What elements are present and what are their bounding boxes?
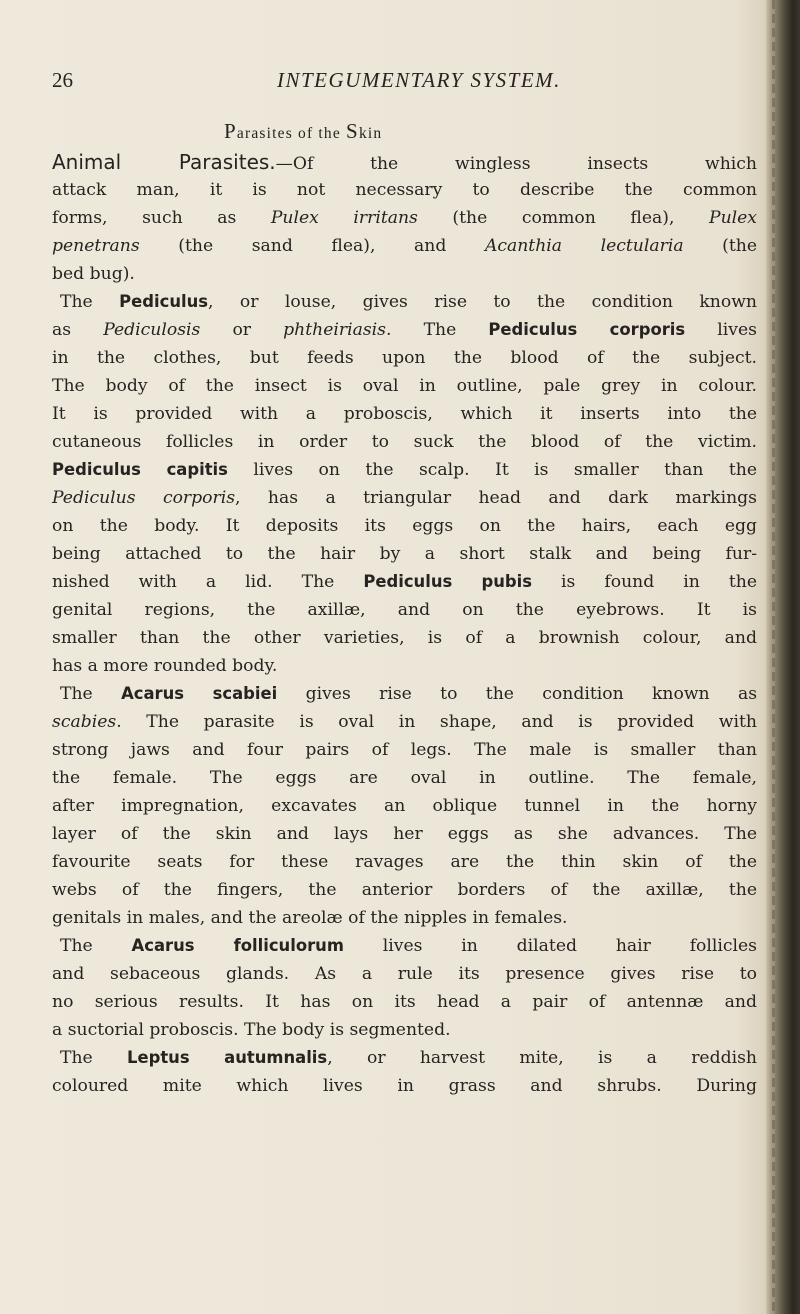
page-number: 26 [52,68,73,92]
running-title: INTEGUMENTARY SYSTEM. [277,68,561,92]
text-line: genital regions, the axillæ, and on the eyebrows. It is [52,600,757,620]
running-head [52,66,760,94]
text-line: strong jaws and four pairs of legs. The male is smaller than [52,740,757,760]
text-line: The Pediculus, or louse, gives rise to the condition known [60,292,758,312]
text-line: Pediculus corporis, has a triangular head and dark markings [52,488,757,508]
text-line: smaller than the other varieties, is of a brownish colour, and [52,628,757,648]
text-line: favourite seats for these ravages are the thin skin of the [52,852,757,872]
text-line: Pediculus capitis lives on the scalp. It is smaller than the [52,460,758,480]
text-line: penetrans (the sand flea), and Acanthia lectularia (the [52,236,758,256]
text-line: nished with a lid. The Pediculus pubis is found in the [52,572,757,592]
text-line: webs of the fingers, the anterior borders of the axillæ, the [52,880,757,900]
body-text [52,148,757,1100]
text-line: genitals in males, and the areolæ of the nipples in females. [52,908,568,928]
text-line: The Acarus scabiei gives rise to the condition known as [60,684,758,704]
text-line: layer of the skin and lays her eggs as she advances. The [52,824,757,844]
text-line: attack man, it is not necessary to describe the common [52,180,757,200]
section-heading: Parasites of the Skin [224,119,383,143]
text-line: The Leptus autumnalis, or harvest mite, is a reddish [60,1048,757,1068]
text-line: coloured mite which lives in grass and shrubs. During [52,1076,757,1096]
text-line: cutaneous follicles in order to suck the blood of the victim. [52,432,757,452]
text-line: in the clothes, but feeds upon the blood of the subject. [52,348,757,368]
text-line: a suctorial proboscis. The body is segmented. [52,1020,451,1040]
text-line: It is provided with a proboscis, which it inserts into the [52,404,757,424]
text-line: has a more rounded body. [52,656,278,676]
text-line: the female. The eggs are oval in outline. The female, [52,768,757,788]
text-line: The Acarus folliculorum lives in dilated hair follicles [60,936,758,956]
text-line: forms, such as Pulex irritans (the common flea), Pulex [52,208,757,228]
text-line: The body of the insect is oval in outline, pale grey in colour. [52,376,757,396]
text-line: being attached to the hair by a short stalk and being fur- [52,544,757,564]
text-line: bed bug). [52,264,135,284]
text-line: on the body. It deposits its eggs on the hairs, each egg [52,516,757,536]
text-line: scabies. The parasite is oval in shape, and is provided with [52,712,757,732]
text-line: after impregnation, excavates an oblique tunnel in the horny [52,796,757,816]
book-spine-shadow [766,0,800,1314]
text-line: no serious results. It has on its head a pair of antennæ and [52,992,757,1012]
text-line: as Pediculosis or phtheiriasis. The Pediculus corporis lives [52,320,757,340]
text-line: Animal Parasites.—Of the wingless insects which [52,150,757,174]
text-line: and sebaceous glands. As a rule its presence gives rise to [52,964,757,984]
